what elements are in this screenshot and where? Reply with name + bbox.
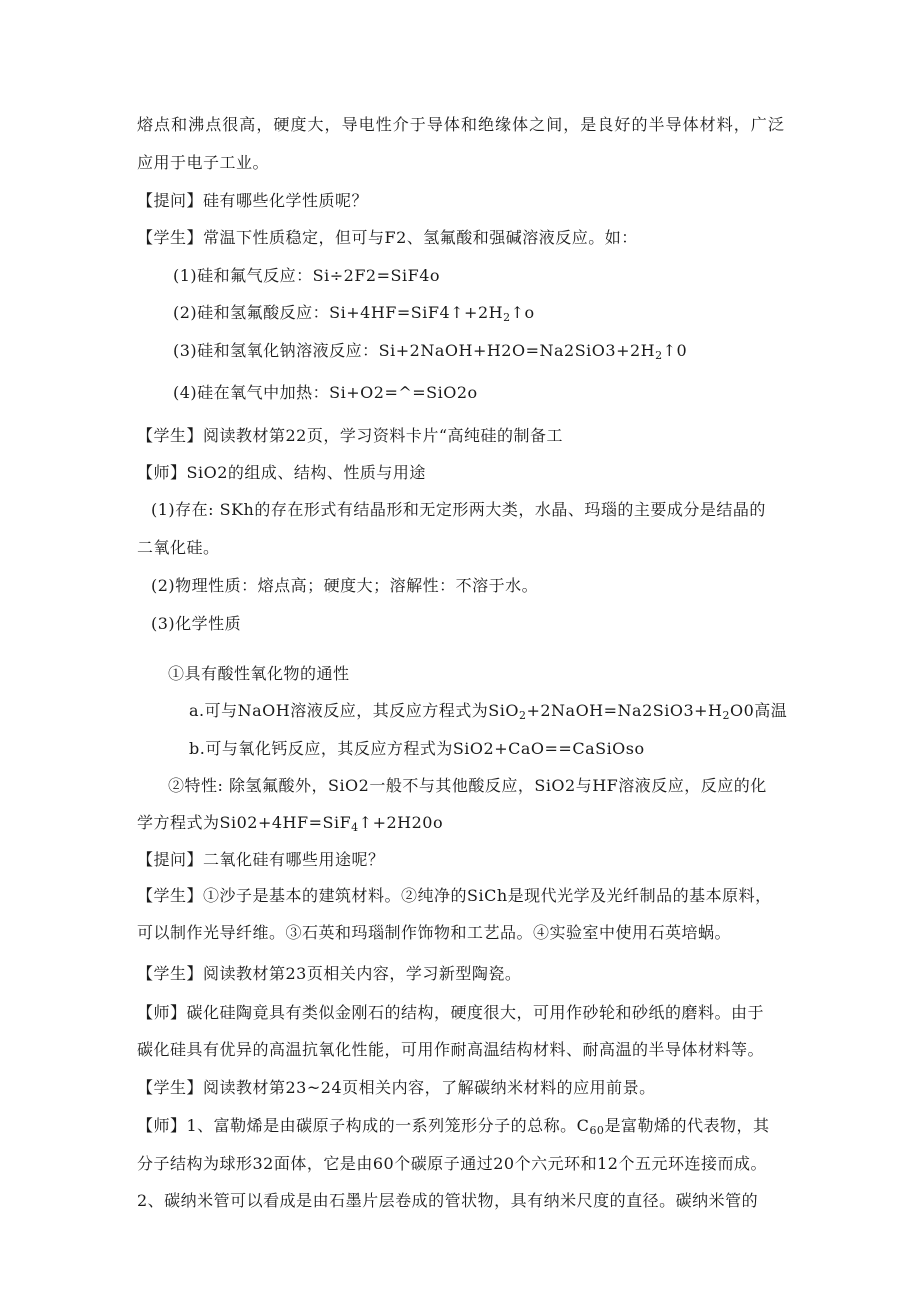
text-line: ②特性: 除氢氟酸外，SiO2一般不与其他酸反应，SiO2与HF溶液反应，反应的化 — [168, 776, 767, 795]
text-line: (1)硅和氟气反应：Si÷2F2=SiF4o — [173, 266, 441, 285]
text-line: 【学生】阅读教材第22页，学习资料卡片“高纯硅的制备工 — [137, 426, 564, 445]
text-line: (3)化学性质 — [151, 614, 242, 633]
equation-line — [137, 812, 443, 834]
text-line: 【提问】硅有哪些化学性质呢？ — [137, 191, 369, 210]
equation-line — [189, 700, 787, 722]
equation-line — [137, 1115, 769, 1137]
equation-text: ↑o — [510, 303, 535, 322]
text-line: (1)存在: SKh的存在形式有结晶形和无定形两大类，水晶、玛瑙的主要成分是结晶的 — [151, 500, 766, 519]
subscript: 2 — [503, 311, 511, 324]
equation-text: (2)硅和氢氟酸反应：Si+4HF=SiF4↑+2H — [173, 303, 504, 322]
equation-text: 是富勒烯的代表物，其 — [604, 1116, 770, 1135]
equation-line — [173, 340, 687, 362]
equation-text: a.可与NaOH溶液反应，其反应方程式为SiO — [189, 701, 519, 720]
subscript: 2 — [655, 349, 663, 362]
equation-text: ↑0 — [662, 341, 688, 360]
text-line: 【师】SiO2的组成、结构、性质与用途 — [137, 463, 426, 482]
text-line: 碳化硅具有优异的高温抗氧化性能，可用作耐高温结构材料、耐高温的半导体材料等。 — [137, 1040, 765, 1059]
text-line: 分子结构为球形32面体，它是由60个碳原子通过20个六元环和12个五元环连接而成。 — [137, 1154, 767, 1173]
text-line: 【提问】二氧化硅有哪些用途呢？ — [137, 850, 385, 869]
subscript: 4 — [351, 821, 359, 834]
text-line: 【学生】①沙子是基本的建筑材料。②纯净的SiCh是现代光学及光纤制品的基本原料， — [137, 886, 772, 905]
text-line: 【学生】常温下性质稳定，但可与F2、氢氟酸和强碱溶液反应。如： — [137, 228, 638, 247]
equation-text: 学方程式为Si02+4HF=SiF — [137, 813, 352, 832]
subscript: 60 — [589, 1124, 605, 1137]
text-line: 应用于电子工业。 — [137, 153, 270, 172]
equation-text: +2NaOH=Na2SiO3+H — [526, 701, 723, 720]
equation-text: ↑+2H20o — [358, 813, 444, 832]
text-line: 熔点和沸点很高，硬度大，导电性介于导体和绝缘体之间，是良好的半导体材料，广泛 — [137, 115, 785, 134]
text-line: (2)物理性质：熔点高；硬度大；溶解性：不溶于水。 — [151, 576, 539, 595]
equation-text: O0高温 — [730, 701, 788, 720]
equation-text: (3)硅和氢氧化钠溶液反应：Si+2NaOH+H2O=Na2SiO3+2H — [173, 341, 656, 360]
text-line: 2、碳纳米管可以看成是由石墨片层卷成的管状物，具有纳米尺度的直径。碳纳米管的 — [137, 1191, 759, 1210]
text-line: 【学生】阅读教材第23~24页相关内容，了解碳纳米材料的应用前景。 — [137, 1078, 656, 1097]
equation-line — [173, 302, 535, 324]
text-line: b.可与氧化钙反应，其反应方程式为SiO2+CaO==CaSiOso — [189, 739, 645, 758]
text-line: 【学生】阅读教材第23页相关内容，学习新型陶瓷。 — [137, 964, 522, 983]
text-line: (4)硅在氧气中加热：Si+O2=^=SiO2o — [173, 383, 478, 402]
subscript: 2 — [518, 709, 527, 722]
equation-text: 【师】1、富勒烯是由碳原子构成的一系列笼形分子的总称。C — [137, 1116, 590, 1135]
text-line: ①具有酸性氧化物的通性 — [168, 664, 350, 683]
text-line: 二氧化硅。 — [137, 538, 220, 557]
text-line: 可以制作光导纤维。③石英和玛瑙制作饰物和工艺品。④实验室中使用石英培蜗。 — [137, 923, 732, 942]
text-line: 【师】碳化硅陶竟具有类似金刚石的结构，硬度很大，可用作砂轮和砂纸的磨料。由于 — [137, 1003, 765, 1022]
subscript: 2 — [722, 709, 730, 722]
